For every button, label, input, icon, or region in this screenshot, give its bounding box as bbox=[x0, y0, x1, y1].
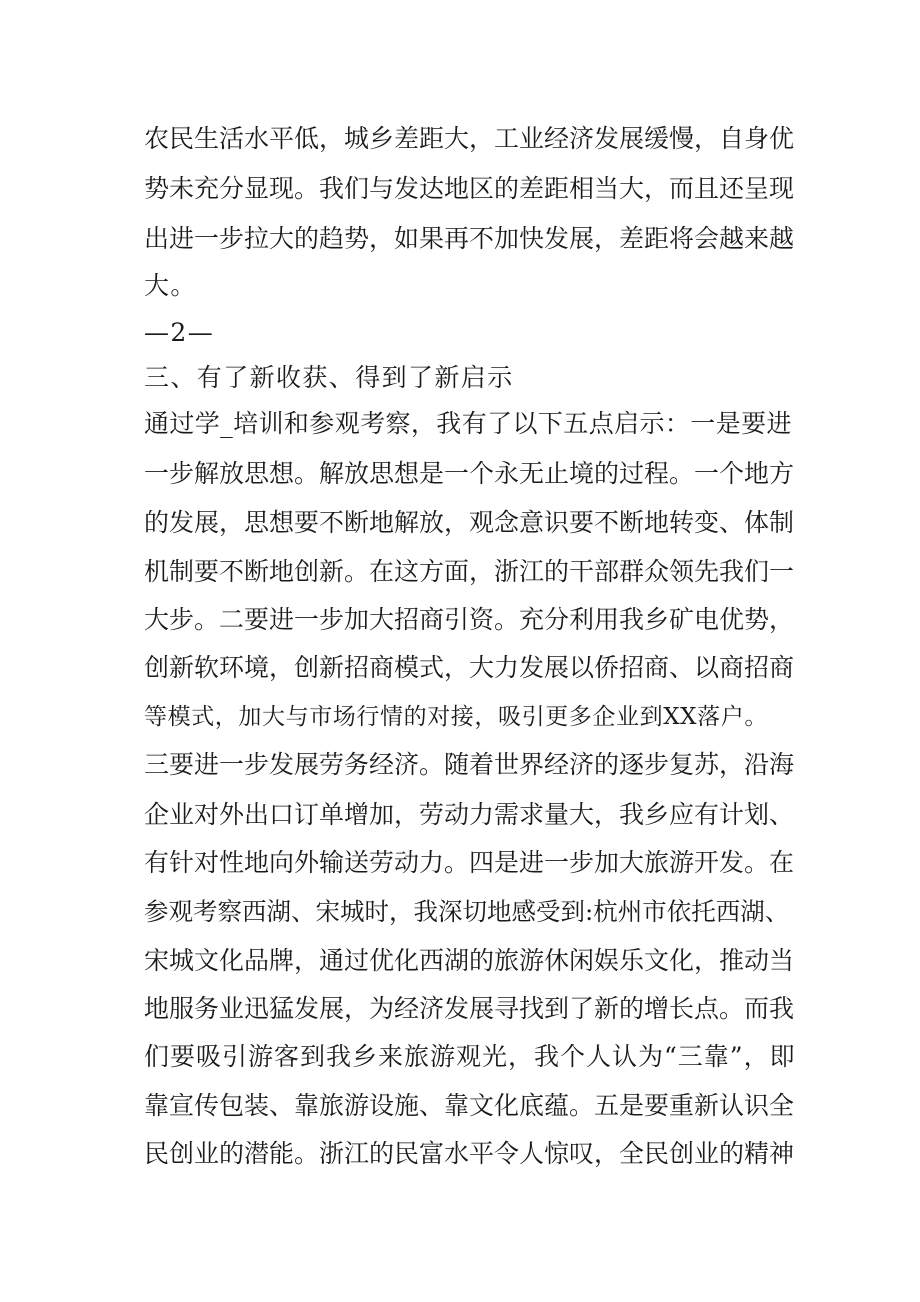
paragraph-line: 们要吸引游客到我乡来旅游观光，我个人认为“三靠”，即 bbox=[144, 1042, 796, 1071]
paragraph-line: 大步。二要进一步加大招商引资。充分利用我乡矿电优势， bbox=[144, 605, 795, 634]
paragraph-line: 的发展，思想要不断地解放，观念意识要不断地转变、体制 bbox=[144, 508, 795, 537]
paragraph-line: 参观考察西湖、宋城时，我深切地感受到:杭州市依托西湖、 bbox=[144, 897, 790, 926]
paragraph-line: 大。 bbox=[144, 271, 197, 300]
paragraph-line: 宋城文化品牌，通过优化西湖的旅游休闲娱乐文化，推动当 bbox=[144, 946, 795, 975]
page-number-marker: —2— bbox=[144, 318, 215, 347]
paragraph-line: 地服务业迅猛发展，为经济发展寻找到了新的增长点。而我 bbox=[144, 994, 795, 1023]
paragraph-line: 有针对性地向外输送劳动力。四是进一步加大旅游开发。在 bbox=[144, 848, 795, 877]
paragraph-line: 出进一步拉大的趋势，如果再不加快发展，差距将会越来越 bbox=[144, 224, 795, 253]
paragraph-line: 等模式，加大与市场行情的对接，吸引更多企业到XX落户。 bbox=[144, 704, 768, 730]
paragraph-line: 势未充分显现。我们与发达地区的差距相当大，而且还呈现 bbox=[144, 174, 795, 203]
paragraph-line: 农民生活水平低，城乡差距大，工业经济发展缓慢，自身优 bbox=[144, 124, 795, 153]
paragraph-line: 创新软环境，创新招商模式，大力发展以侨招商、以商招商 bbox=[144, 653, 795, 682]
paragraph-line: 靠宣传包装、靠旅游设施、靠文化底蕴。五是要重新认识全 bbox=[144, 1091, 795, 1120]
paragraph-line: 机制要不断地创新。在这方面，浙江的干部群众领先我们一 bbox=[144, 557, 795, 586]
paragraph-line: 一步解放思想。解放思想是一个永无止境的过程。一个地方 bbox=[144, 459, 795, 488]
paragraph-line: 三要进一步发展劳务经济。随着世界经济的逐步复苏，沿海 bbox=[144, 750, 795, 779]
paragraph-line: 民创业的潜能。浙江的民富水平令人惊叹，全民创业的精神 bbox=[144, 1139, 795, 1168]
section-heading: 三、有了新收获、得到了新启示 bbox=[144, 363, 514, 392]
paragraph-line: 通过学_培训和参观考察，我有了以下五点启示：一是要进 bbox=[144, 409, 792, 438]
paragraph-line: 企业对外出口订单增加，劳动力需求量大，我乡应有计划、 bbox=[144, 800, 795, 829]
